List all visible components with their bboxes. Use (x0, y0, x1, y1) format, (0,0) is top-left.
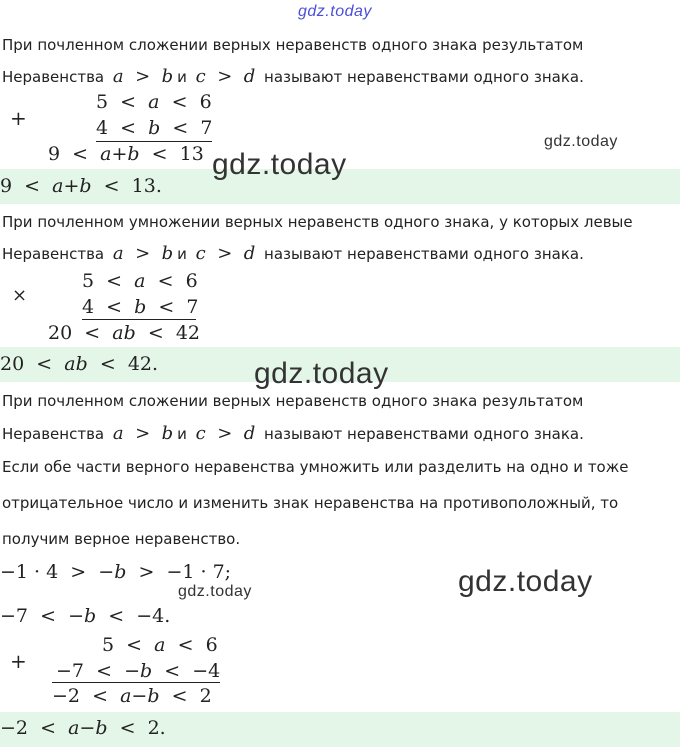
result: −2 < a−b < 2. (0, 717, 166, 739)
paragraph-line: Неравенства a > b и c > d называют неравенствами одного знака. (2, 66, 584, 87)
math-row: 20 < ab < 42 (48, 322, 201, 344)
watermark: gdz.today (212, 148, 347, 181)
inline-inequality: a > b (112, 243, 174, 264)
math-row: −2 < a−b < 2 (52, 685, 212, 707)
inline-inequality-2: c > d (195, 243, 256, 264)
paragraph-line: Неравенства a > b и c > d называют неравенствами одного знака. (2, 423, 584, 444)
paragraph-line: При почленном сложении верных неравенств одного знака результатом (2, 36, 584, 54)
inline-inequality-2: c > d (195, 423, 256, 444)
fraction-bar (52, 682, 220, 683)
math-row: 4 < b < 7 (82, 296, 199, 318)
paragraph-line: Неравенства a > b и c > d называют неравенствами одного знака. (2, 243, 584, 264)
paragraph-line: При почленном умножении верных неравенств одного знака, у которых левые (2, 213, 633, 231)
fraction-bar (82, 319, 196, 320)
math-row: −7 < −b < −4 (56, 660, 221, 682)
paragraph-line: Если обе части верного неравенства умножить или разделить на одно и тоже (2, 458, 629, 476)
watermark: gdz.today (254, 357, 389, 390)
math-step: −7 < −b < −4. (0, 605, 171, 627)
paragraph-line: отрицательное число и изменить знак неравенства на противоположный, то (2, 494, 619, 512)
inline-inequality-2: c > d (195, 66, 256, 87)
paragraph-prefix: Неравенства (2, 425, 105, 443)
math-step: −1 · 4 > −b > −1 · 7; (0, 561, 232, 583)
paragraph-prefix: Неравенства (2, 245, 105, 263)
operation-sign: + (10, 649, 27, 673)
result: 20 < ab < 42. (0, 353, 159, 375)
math-row: 5 < a < 6 (96, 91, 212, 113)
paragraph-line: получим верное неравенство. (2, 530, 241, 548)
math-row: 4 < b < 7 (96, 117, 213, 139)
paragraph-suffix: называют неравенствами одного знака. (264, 245, 584, 263)
math-row: 9 < a+b < 13 (48, 143, 204, 165)
watermark: gdz.today (458, 565, 593, 598)
watermark: gdz.today (544, 133, 618, 150)
paragraph-suffix: называют неравенствами одного знака. (264, 68, 584, 86)
math-row: 5 < a < 6 (82, 270, 198, 292)
operation-sign: + (10, 106, 27, 130)
paragraph-line: При почленном сложении верных неравенств одного знака результатом (2, 392, 584, 410)
paragraph-suffix: называют неравенствами одного знака. (264, 425, 584, 443)
watermark-top: gdz.today (298, 3, 372, 20)
inline-inequality: a > b (112, 66, 174, 87)
math-row: 5 < a < 6 (102, 634, 218, 656)
operation-sign: × (12, 285, 28, 306)
result: 9 < a+b < 13. (0, 175, 162, 197)
inline-inequality: a > b (112, 423, 174, 444)
watermark: gdz.today (178, 583, 252, 600)
paragraph-prefix: Неравенства (2, 68, 105, 86)
fraction-bar (96, 141, 212, 142)
